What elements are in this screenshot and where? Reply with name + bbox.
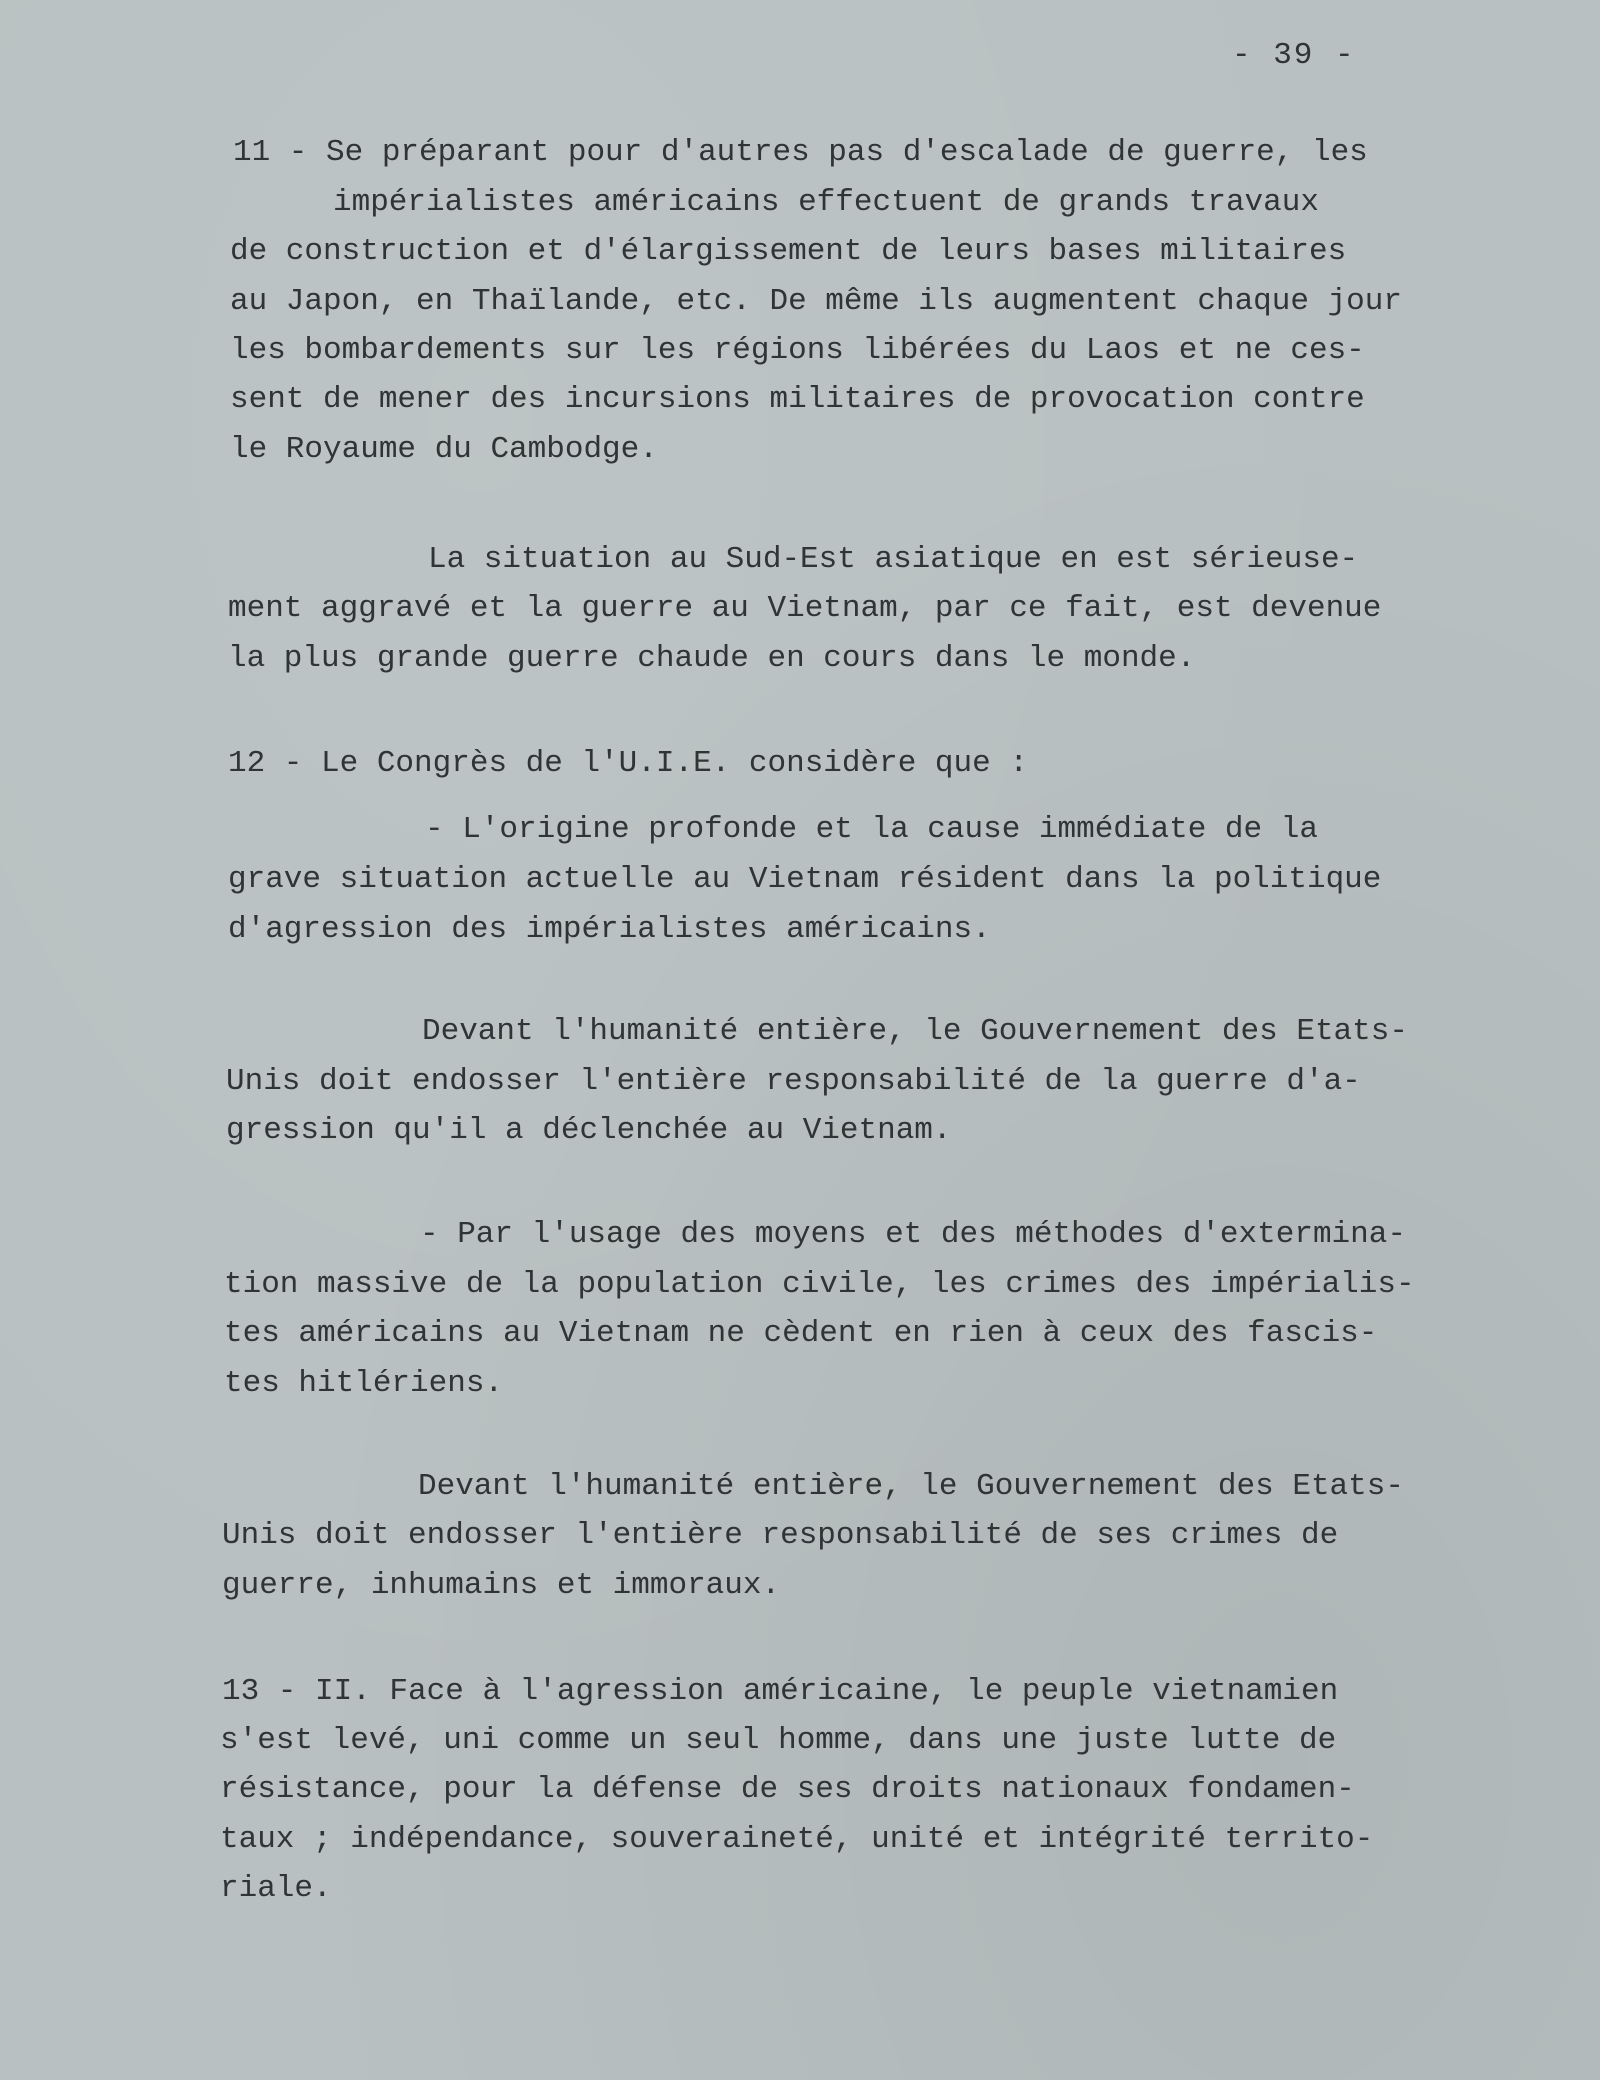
text-line: la plus grande guerre chaude en cours dans le monde. bbox=[228, 641, 1196, 676]
text-line: Unis doit endosser l'entière responsabilité de la guerre d'a- bbox=[226, 1064, 1361, 1099]
text-line: Devant l'humanité entière, le Gouvernement des Etats- bbox=[422, 1014, 1408, 1049]
text-line: guerre, inhumains et immoraux. bbox=[222, 1568, 781, 1603]
text-line: grave situation actuelle au Vietnam résident dans la politique bbox=[228, 862, 1382, 897]
text-line: tion massive de la population civile, les crimes des impérialis- bbox=[224, 1267, 1415, 1302]
text-line: le Royaume du Cambodge. bbox=[230, 432, 658, 467]
text-line: au Japon, en Thaïlande, etc. De même ils augmentent chaque jour bbox=[230, 284, 1402, 319]
text-line: d'agression des impérialistes américains. bbox=[228, 912, 991, 947]
text-line: s'est levé, uni comme un seul homme, dans une juste lutte de bbox=[220, 1723, 1337, 1758]
text-line: tes hitlériens. bbox=[224, 1366, 504, 1401]
text-line: Unis doit endosser l'entière responsabilité de ses crimes de bbox=[222, 1518, 1339, 1553]
page-number: - 39 - bbox=[1232, 38, 1356, 73]
text-line: 11 - Se préparant pour d'autres pas d'escalade de guerre, les bbox=[233, 135, 1368, 170]
text-line: riale. bbox=[220, 1871, 332, 1906]
text-line: résistance, pour la défense de ses droits nationaux fondamen- bbox=[220, 1772, 1355, 1807]
text-line: La situation au Sud-Est asiatique en est sérieuse- bbox=[428, 542, 1359, 577]
text-line: ment aggravé et la guerre au Vietnam, par ce fait, est devenue bbox=[228, 591, 1382, 626]
text-line: 13 - II. Face à l'agression américaine, le peuple vietnamien bbox=[222, 1674, 1339, 1709]
text-line: impérialistes américains effectuent de grands travaux bbox=[333, 185, 1319, 220]
text-line: taux ; indépendance, souveraineté, unité et intégrité territo- bbox=[220, 1822, 1374, 1857]
text-line: Devant l'humanité entière, le Gouvernement des Etats- bbox=[418, 1469, 1404, 1504]
text-line: les bombardements sur les régions libérées du Laos et ne ces- bbox=[230, 333, 1365, 368]
text-line: sent de mener des incursions militaires de provocation contre bbox=[230, 382, 1365, 417]
text-line: - L'origine profonde et la cause immédiate de la bbox=[425, 812, 1318, 847]
text-line: gression qu'il a déclenchée au Vietnam. bbox=[226, 1113, 952, 1148]
text-line: de construction et d'élargissement de leurs bases militaires bbox=[230, 234, 1347, 269]
text-line: 12 - Le Congrès de l'U.I.E. considère que : bbox=[228, 746, 1028, 781]
text-line: tes américains au Vietnam ne cèdent en rien à ceux des fascis- bbox=[224, 1316, 1378, 1351]
text-line: - Par l'usage des moyens et des méthodes d'extermina- bbox=[420, 1217, 1406, 1252]
